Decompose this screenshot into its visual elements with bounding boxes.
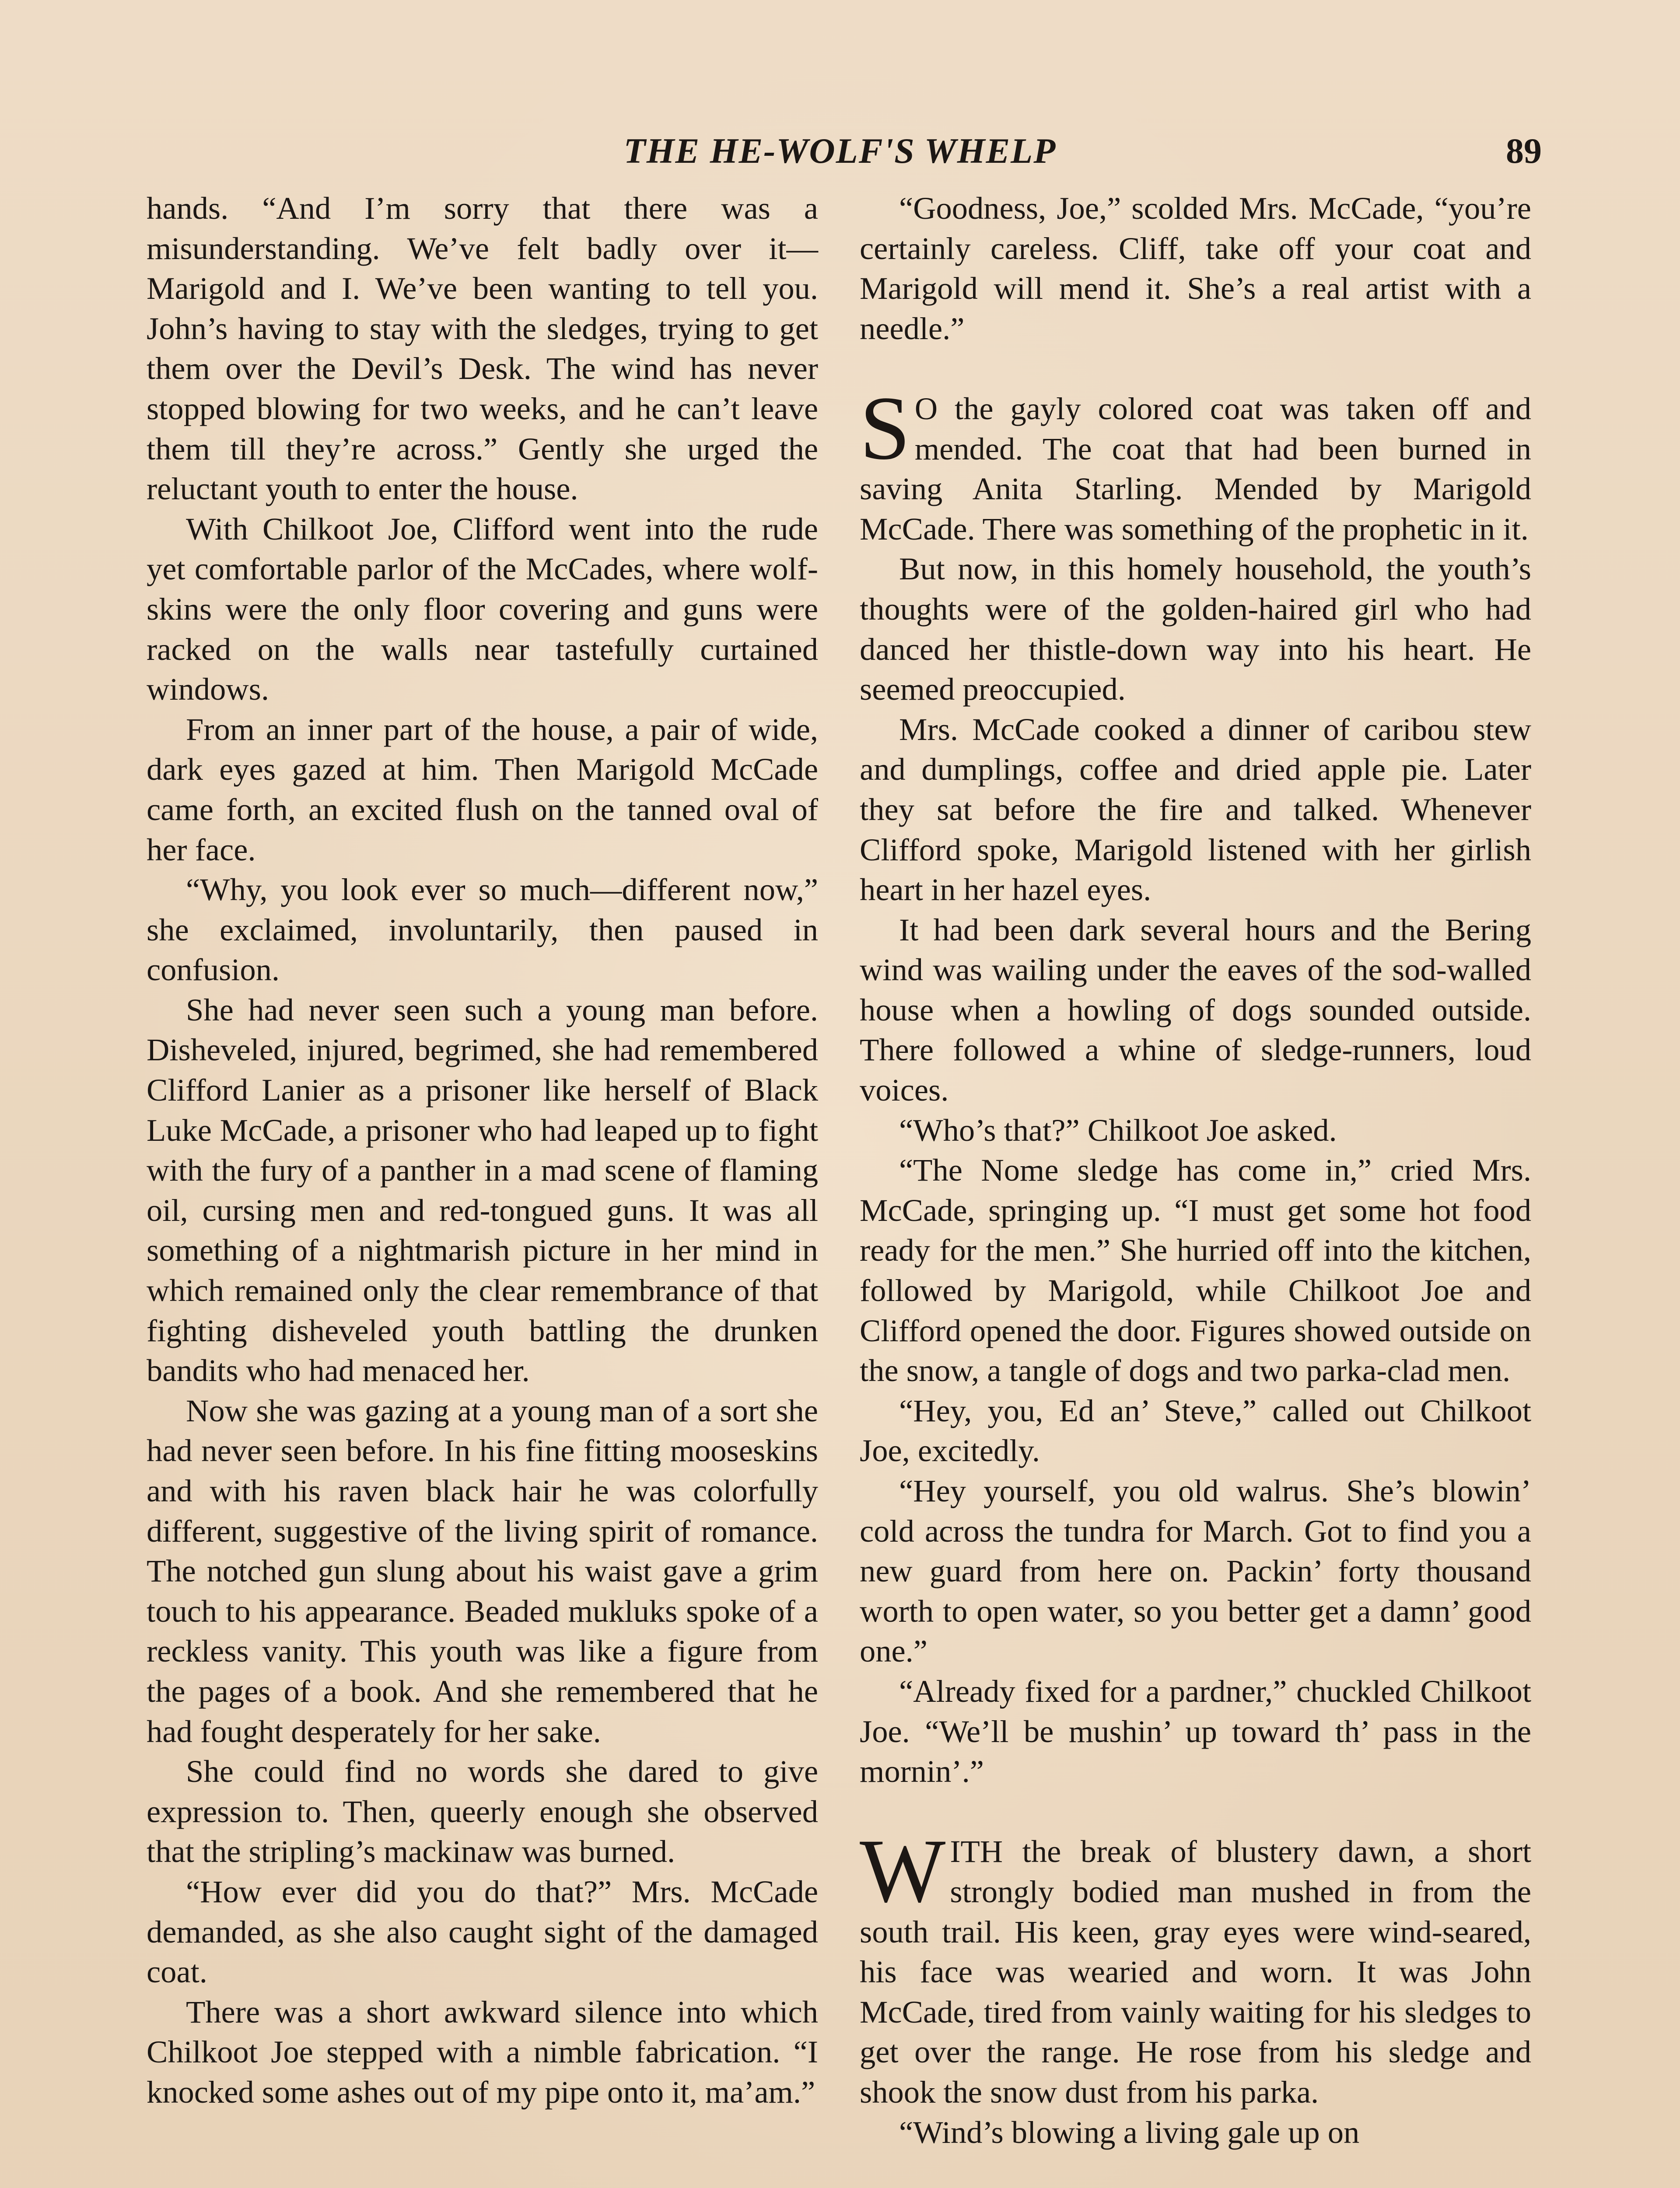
paragraph: “Why, you look ever so much—different now,” she exclaimed, involuntarily, then paused in confusion.: [147, 872, 818, 988]
paragraph: “How ever did you do that?” Mrs. McCade demanded, as she also caught sight of the damaged coat.: [147, 1873, 818, 1990]
paragraph: hands. “And I’m sorry that there was a misunderstanding. We’ve felt badly over it—Marigold and I. We’ve been wanting to tell you. John’s having to stay with the sledges, trying to get them over the Devil’s Desk. The wind has never stopped blowing for two weeks, and he can’t leave them till they’re across.” Gently she urged the reluctant youth to enter the house.: [147, 190, 818, 507]
paragraph-text: O the gayly colored coat was taken off and mended. The coat that had been burned in saving Anita Starling. Mended by Marigold McCade. There was something of the prophetic in it.: [860, 390, 1531, 547]
paragraph: She had never seen such a young man before. Disheveled, injured, begrimed, she had remembered Clifford Lanier as a prisoner like herself of Black Luke McCade, a prisoner who had leaped up to fight with the fury of a panther in a mad scene of flaming oil, cursing men and red-tongued guns. It was all something of a nightmarish picture in her mind in which remained only the clear remembrance of that fighting disheveled youth battling the drunken bandits who had menaced her.: [147, 992, 818, 1389]
paragraph: With Chilkoot Joe, Clifford went into the rude yet comfortable parlor of the McCades, where wolf-skins were the only floor covering and guns were racked on the walls near tastefully curtained windows.: [147, 511, 818, 707]
paragraph: But now, in this homely household, the youth’s thoughts were of the golden-haired girl who had danced her thistle-down way into his heart. He seemed preoccupied.: [860, 551, 1531, 707]
running-head: [0, 127, 1680, 175]
paragraph: There was a short awkward silence into which Chilkoot Joe stepped with a nimble fabrication. “I knocked some ashes out of my pipe onto it, ma’am.”: [147, 1994, 818, 2110]
drop-cap: W: [860, 1820, 946, 1922]
paragraph: It had been dark several hours and the Bering wind was wailing under the eaves of the sod-walled house when a howling of dogs sounded outside. There followed a whine of sledge-runners, loud voices.: [860, 912, 1531, 1108]
paragraph: “Who’s that?” Chilkoot Joe asked.: [899, 1112, 1337, 1148]
section-opening-paragraph: [860, 1820, 1531, 2112]
paragraph: “The Nome sledge has come in,” cried Mrs. McCade, springing up. “I must get some hot food ready for the men.” She hurried off into the kitchen, followed by Marigold, while Chilkoot Joe and Clifford opened the door. Figures showed outside on the snow, a tangle of dogs and two parka-clad men.: [860, 1152, 1531, 1389]
right-column: [860, 188, 1531, 2152]
paragraph: From an inner part of the house, a pair of wide, dark eyes gazed at him. Then Marigold McCade came forth, an excited flush on the tanned oval of her face.: [147, 711, 818, 867]
paragraph: “Goodness, Joe,” scolded Mrs. McCade, “you’re certainly careless. Cliff, take off your coat and Marigold will mend it. She’s a real artist with a needle.”: [860, 190, 1531, 346]
paragraph: “Hey yourself, you old walrus. She’s blowin’ cold across the tundra for March. Got to find you a new guard from here on. Packin’ forty thousand worth to open water, so you better get a damn’ good one.”: [860, 1473, 1531, 1669]
page-number: 89: [1506, 131, 1542, 171]
left-column: [147, 188, 818, 2112]
paragraph: Mrs. McCade cooked a dinner of caribou stew and dumplings, coffee and dried apple pie. Later they sat before the fire and talked. Whenever Clifford spoke, Marigold listened with her girlish heart in her hazel eyes.: [860, 711, 1531, 908]
paragraph: “Already fixed for a pardner,” chuckled Chilkoot Joe. “We’ll be mushin’ up toward th’ pass in the mornin’.”: [860, 1673, 1531, 1789]
paragraph: “Wind’s blowing a living gale up on: [899, 2114, 1360, 2150]
paragraph-text: ITH the break of blustery dawn, a short strongly bodied man mushed in from the south trail. His keen, gray eyes were wind-seared, his face was wearied and worn. It was John McCade, tired from vainly waiting for his sledges to get over the range. He rose from his sledge and shook the snow dust from his parka.: [860, 1834, 1531, 2110]
section-opening-paragraph: [860, 377, 1531, 549]
running-title: THE HE-WOLF'S WHELP: [623, 131, 1057, 171]
paragraph: “Hey, you, Ed an’ Steve,” called out Chilkoot Joe, excitedly.: [860, 1392, 1531, 1469]
paragraph: Now she was gazing at a young man of a sort she had never seen before. In his fine fitting mooseskins and with his raven black hair he was colorfully different, suggestive of the living spirit of romance. The notched gun slung about his waist gave a grim touch to his appearance. Beaded mukluks spoke of a reckless vanity. This youth was like a figure from the pages of a book. And she remembered that he had fought desperately for her sake.: [147, 1392, 818, 1749]
drop-cap: S: [860, 377, 910, 478]
paragraph: She could find no words she dared to give expression to. Then, queerly enough she observed that the stripling’s mackinaw was burned.: [147, 1753, 818, 1869]
